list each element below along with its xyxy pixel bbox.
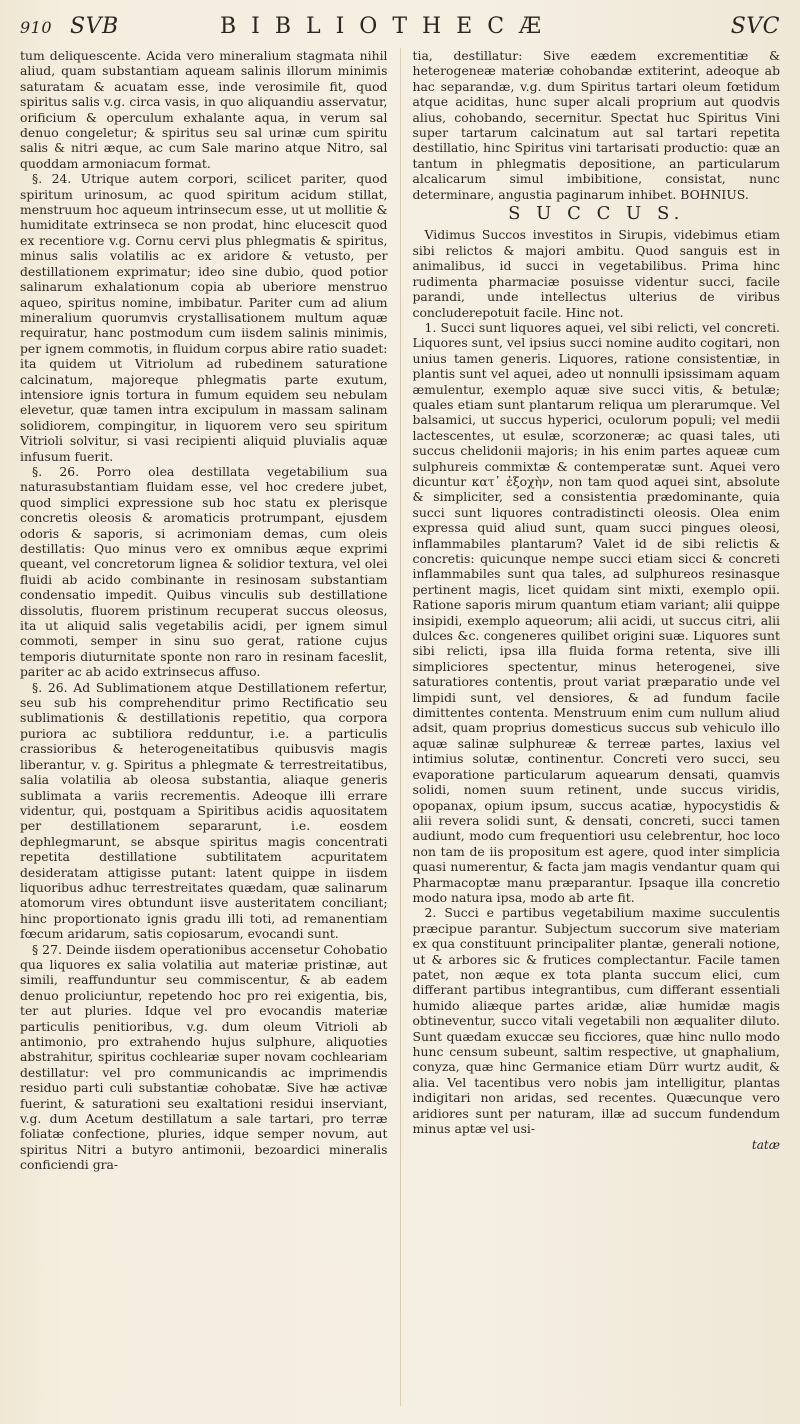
left-column — [20, 48, 388, 1406]
running-head — [20, 14, 780, 48]
paragraph: § 27. Deinde iisdem operationibus accensetur Cohobatio qua liquores ex salia volatilia aut materiæ pristinæ, aut simili, reaffunduntur seu commiscentur, & ab eadem denuo proliciuntur, repetendo hoc pro rei exigentia, bis, ter aut pluries. Idque vel pro evocandis materiæ particulis penitioribus, v.g. dum oleum Vitrioli ab antimonio, pro extrahendo hujus sulphure, aliquoties abstrahitur, spiritus cochleariæ super novam cochleariam destillatur: vel pro communicandis ac imprimendis residuo parti culi substantiæ cohobatæ. Sive hæ activæ fuerint, & saturationi seu exaltationi residui inserviant, v.g. dum Acetum destillatum a sale tartari, pro terræ foliatæ confectione, pluries, idque semper novum, aut spiritus Nitri a butyro antimonii, bezoardici mineralis conficiendi gra- — [20, 941, 388, 1173]
paragraph: tia, destillatur: Sive eædem excrementitiæ & heterogeneæ materiæ cohobandæ extiterint, adeoque ab hac separandæ, v.g. dum Spiritus tartari oleum fœtidum atque aciditas, hunc super alcali proprium aut quodvis alius, cohobando, secernitur. Spectat huc Spiritus Vini super tartarum calcinatum aut sal tartari repetita destillatio, hinc Spiritus vini tartarisati productio: quæ an tantum in phlegmatis depositione, an particularum alcalicarum simul imbibitione, consistat, nunc determinare, angustia paginarum inhibet. BOHNIUS. — [412, 48, 780, 202]
paragraph: Vidimus Succos investitos in Sirupis, videbimus etiam sibi relictos & majori ambitu. Quod sanguis est in animalibus, id succi in vegetabilibus. Prima hinc rudimenta pharmaciæ posuisse videntur succi, facile parandi, unde intellectus ulterius de viribus concluderepotuit facile. Hinc not. — [412, 227, 780, 320]
center-running-head: B I B L I O T H E C Æ — [220, 14, 546, 39]
paragraph: tum deliquescente. Acida vero mineralium stagmata nihil aliud, quam substantiam aqueam salinis illorum minimis saturatam & acuatam esse, inde verosimile fit, quod spiritus salis v.g. circa vasis, in quo aliquandiu asservatur, orificium & operculum exhalante aqua, in verum sal denuo congeletur; & spiritus seu sal urinæ cum spiritu salis & nitri æque, ac cum Sale marino atque Nitro, sal quoddam armoniacum format. — [20, 48, 388, 171]
page-number: 910 — [20, 18, 53, 37]
paragraph: §. 26. Ad Sublimationem atque Destillationem refertur, seu sub his comprehenditur primo Rectificatio seu sublimationis & destillationis repetitio, qua corpora puriora ac subtiliora redduntur, i.e. a particulis crassioribus & heterogeneitatibus quibusvis magis liberantur, v. g. Spiritus a phlegmate & terrestreitatibus, salia volatilia ab oleosa substantia, aliaque generis sublimata a variis recrementis. Adeoque illi errare videntur, qui, postquam a Spiritibus acidis aquositatem per destillationem separarunt, i.e. eosdem dephlegmarunt, se absque spiritus magis concentrati repetita destillatione subtilitatem acpuritatem desideratam attigisse putant: latent quippe in iisdem liquoribus adhuc terrestreitates quædam, quæ salinarum atomorum vires obtundunt iisve austeritatem conciliant; hinc proportionato ignis gradu illi toti, ad remanentiam fœcum aridarum, satis copiosarum, evocandi sunt. — [20, 679, 388, 942]
paragraph: §. 26. Porro olea destillata vegetabilium sua naturasubstantiam fluidam esse, vel hoc credere jubet, quod simplici expressione sub hoc statu ex plerisque concretis oleosis & aromaticis protrumpant, ejusdem odoris & saporis, si acrimoniam demas, cum oleis destillatis: Quo minus vero ex omnibus æque exprimi queant, vel concretorum lignea & solidior textura, vel olei fluidi ab acido combinante in resinosam substantiam condensatio impedit. Quibus vinculis sub destillatione dissolutis, fluorem pristinum recuperat succus oleosus, ita ut aliquid salis vegetabilis acidi, per ignem simul commoti, semper in sinu suo gerat, ratione cujus temporis diuturnitate sponte non raro in resinam faceslit, pariter ac ab acido extrinsecus affuso. — [20, 463, 388, 680]
section-title: S U C C U S. — [508, 203, 685, 225]
left-running-head: SVB — [70, 14, 119, 39]
text-columns — [20, 48, 780, 1406]
right-column — [413, 48, 781, 1406]
catchword: tatæ — [751, 1138, 780, 1153]
paragraph: §. 24. Utrique autem corpori, scilicet pariter, quod spiritum urinosum, ac quod spiritum acidum stillat, menstruum hoc aqueum intrinsecum esse, ut ut mollitie & humiditate extrinseca se non prodat, hinc elucescit quod ex recentiore v.g. Cornu cervi plus phlegmatis & spiritus, minus salis volatilis ac ex aridore & vetusto, per destillationem exprimatur; ideo sine dubio, quod potior salinarum exhalationum copia ab uberiore menstruo aqueo, spiritus nomine, imbibatur. Pariter cum ad alium mineralium quorumvis crystallisationem multum aquæ requiratur, hanc postmodum cum iisdem salinis minimis, per ignem commotis, in fluidum corpus abire ratio suadet: ita quidem ut Vitriolum ad rubedinem saturatione calcinatum, majoreque phlegmatis parte exutum, intensiore ignis tortura in fumum equidem seu nebulam elevetur, quæ tamen intra excipulum in massam salinam solidiorem, compingitur, in liquorem vero seu spiritum Vitrioli solvitur, si vasi recipienti aliquid pluvialis aquæ infusum fuerit. — [20, 171, 388, 464]
column-gutter — [400, 48, 401, 1406]
paragraph: 1. Succi sunt liquores aquei, vel sibi relicti, vel concreti. Liquores sunt, vel ipsius succi nomine audito cogitari, non unius tamen generis. Liquores, ratione consistentiæ, in plantis sunt vel aquei, adeo ut nonnulli ipsissimam aquam æmulentur, exemplo aquæ sive succi vitis, & betulæ; quales etiam sunt plantarum reliqua um plerarumque. Vel balsamici, ut succus hyperici, oculorum populi; vel medii lactescentes, ut esulæ, scorzoneræ; ac quasi tales, uti succus chelidonii majoris; in his enim partes aqueæ cum sulphureis commixtæ & contemperatæ sunt. Aquei vero dicuntur κατ᾽ ἐξοχὴν, non tam quod aquei sint, absolute & simpliciter, sed a consistentia prædominante, quia succi sunt liquores contradistincti oleosis. Olea enim expressa quid aliud sunt, quam succi pingues oleosi, inflammabiles plantarum? Valet id de sibi relictis & concretis: quicunque nempe succi etiam sicci & concreti inflammabiles sunt qua tales, ad sulphureos resinasque pertinent magis, licet quidam sint mixti, exemplo opii. Ratione saporis mirum quantum etiam variant; alii quippe insipidi, exemplo aqueorum; alii acidi, ut succus citri, alii dulces &c. congeneres quilibet origini suæ. Liquores sunt sibi relicti, ipsa illa fluida forma retenta, sive illi simpliciores spectentur, minus heterogenei, sive saturatiores contentis, prout variat præparatio unde vel limpidi sunt, vel densiores, & ad fundum facile dimittentes contenta. Menstruum enim cum nullum aliud adsit, quam proprius domesticus succus sub vehiculo illo aquæ salinæ sulphureæ & terreæ partes, laxius vel intimius solutæ, continentur. Concreti vero succi, seu evaporatione particularum aquearum densati, quamvis solidi, nomen suum retinent, unde succus viridis, opopanax, opium ipsum, succus acatiæ, hypocystidis & alii revera solidi sunt, & densati, concreti, succi tamen audiunt, modo cum frequentiori usu celebrentur, hoc loco non tam de iis propositum est agere, quod inter simplicia quasi numerentur, & facta jam magis vendantur quam qui Pharmacoptæ manu præparantur. Ipsaque illa concretio modo natura ipsa, modo ab arte fit. — [412, 319, 780, 905]
right-running-head: SVC — [730, 14, 780, 39]
paragraph: 2. Succi e partibus vegetabilium maxime succulentis præcipue parantur. Subjectum succorum sive materiam ex qua constituunt principaliter plantæ, generali notione, ut & arbores sic & frutices complectantur. Facile tamen patet, non æque ex tota planta succum elici, cum differant partibus integrantibus, cum differant essentiali humido aliæque partes aridæ, aliæ humidæ magis obtineventur, succo vitali vegetabili non æqualiter diluto. Sunt quædam exuccæ seu ficciores, quæ hinc nullo modo hunc censum subeunt, saltim respective, ut gnaphalium, conyza, quæ hinc Germanice etiam Dürr wurtz audit, & alia. Vel tacentibus vero nobis jam intelligitur, plantas indigitari non aridas, sed recentes. Quæcunque vero aridiores sunt per naturam, illæ ad succum fundendum minus aptæ vel usi- — [412, 905, 780, 1137]
